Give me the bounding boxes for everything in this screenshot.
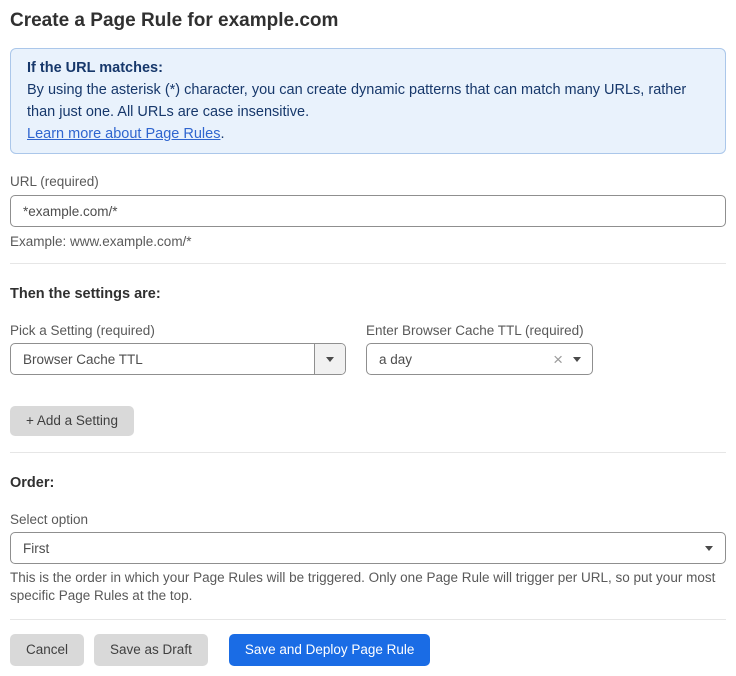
link-suffix-text: . — [220, 126, 225, 142]
learn-more-link[interactable]: Learn more about Page Rules — [27, 126, 221, 142]
url-match-info-box — [10, 48, 726, 154]
ttl-picker-column — [366, 303, 593, 375]
url-label: URL (required) — [10, 174, 99, 189]
order-select-value: First — [23, 540, 50, 556]
divider — [10, 452, 726, 453]
ttl-picker-select[interactable] — [366, 343, 593, 375]
cancel-button[interactable]: Cancel — [10, 634, 84, 666]
setting-picker-value: Browser Cache TTL — [23, 351, 143, 367]
url-helper: Example: www.example.com/* — [10, 234, 192, 249]
caret-down-icon — [705, 546, 713, 551]
divider — [10, 263, 726, 264]
save-deploy-button[interactable]: Save and Deploy Page Rule — [229, 634, 431, 666]
add-setting-button[interactable]: + Add a Setting — [10, 406, 134, 436]
caret-down-icon — [326, 357, 334, 362]
info-box-heading: If the URL matches: — [27, 60, 163, 76]
ttl-picker-value: a day — [379, 351, 413, 367]
setting-picker-arrow-zone[interactable] — [314, 344, 345, 374]
save-draft-button[interactable]: Save as Draft — [94, 634, 208, 666]
url-input[interactable] — [10, 195, 726, 227]
setting-picker-select[interactable] — [10, 343, 346, 375]
clear-icon[interactable]: × — [553, 349, 563, 369]
order-select[interactable] — [10, 532, 726, 564]
settings-heading: Then the settings are: — [10, 286, 161, 302]
order-heading: Order: — [10, 475, 55, 491]
settings-row — [10, 303, 726, 375]
info-box-link-line — [27, 123, 709, 145]
setting-picker-label: Pick a Setting (required) — [10, 323, 155, 338]
order-select-label: Select option — [10, 512, 89, 527]
footer-actions — [10, 634, 726, 666]
info-box-body: By using the asterisk (*) character, you can create dynamic patterns that can match many URLs, rather than just one. All URLs are case insensitive. — [27, 82, 687, 120]
ttl-picker-label: Enter Browser Cache TTL (required) — [366, 323, 584, 338]
caret-down-icon — [573, 357, 581, 362]
divider — [10, 619, 726, 620]
order-helper: This is the order in which your Page Rules will be triggered. Only one Page Rule will trigger per URL, so put your most specific Page Rules at the top. — [10, 570, 716, 603]
page-title: Create a Page Rule for example.com — [10, 10, 339, 31]
setting-picker-column — [10, 303, 346, 375]
